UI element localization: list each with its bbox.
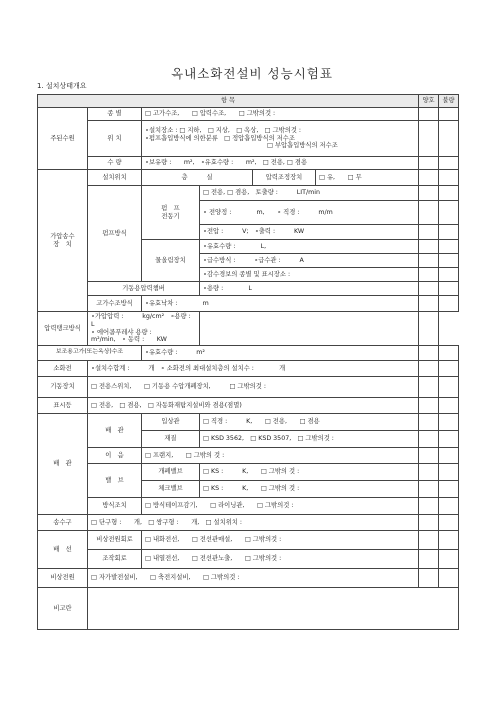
check-good-cell[interactable] (419, 121, 439, 157)
check-valve-value: □ KS : K, □ 그밖의 것 : (200, 481, 419, 498)
gate-valve-row (38, 464, 459, 481)
check-good-cell[interactable] (419, 377, 439, 398)
check-good-cell[interactable] (419, 254, 439, 268)
location-line-2: ∘펌프흡입방식에 의한분류 □ 정압흡입방식의 저수조 (145, 134, 295, 142)
check-bad-cell[interactable] (439, 398, 459, 414)
joint-value: □ 프랜지, □ 그밖의 것 : (142, 448, 419, 464)
gate-valve-label: 개폐밸브 (142, 464, 200, 481)
emergency-wiring-row (38, 531, 459, 550)
hydrant-label: 소화전 (38, 361, 88, 377)
inspection-form-table (37, 94, 459, 630)
gravity-method-value: ∘유효낙차 : m (142, 296, 419, 312)
main-water-type-row (38, 108, 459, 121)
check-bad-cell[interactable] (439, 201, 459, 225)
check-good-cell[interactable] (419, 531, 439, 550)
pump-row-1 (38, 186, 459, 201)
gravity-row (38, 296, 459, 312)
location-line-1: ∘설치장소 : □ 지하, □ 지상, □ 옥상, □ 그밖의것 : (145, 126, 302, 134)
check-good-cell[interactable] (419, 186, 439, 201)
power-value: □ 자가발전설비, □ 축전지설비, □ 그밖의것 : (88, 569, 419, 588)
check-good-cell[interactable] (419, 108, 439, 121)
check-bad-cell[interactable] (439, 464, 459, 481)
check-good-cell[interactable] (419, 296, 439, 312)
check-bad-cell[interactable] (439, 268, 459, 282)
check-bad-cell[interactable] (439, 361, 459, 377)
check-good-cell[interactable] (419, 225, 439, 240)
check-bad-cell[interactable] (439, 414, 459, 431)
check-good-cell[interactable] (419, 268, 439, 282)
check-good-cell[interactable] (419, 464, 439, 481)
corrosion-row (38, 498, 459, 515)
control-circuit-value: □ 내열전선, □ 전선관노출, □ 그밖의것 : (142, 550, 419, 569)
header-bad: 불량 (439, 95, 459, 108)
check-bad-cell[interactable] (439, 481, 459, 498)
check-good-cell[interactable] (419, 361, 439, 377)
check-bad-cell[interactable] (439, 431, 459, 448)
valve-label: 밸 브 (88, 464, 142, 498)
material-label: 재질 (142, 431, 200, 448)
piping-label: 배 관 (38, 414, 88, 515)
siamese-row (38, 515, 459, 531)
priming-value-3: ∘감수경보의 종별 및 표시장소 : (200, 268, 419, 282)
check-bad-cell[interactable] (439, 377, 459, 398)
pump-value-3: ∘전압 : V; ∘출력 : KW (200, 225, 419, 240)
check-bad-cell[interactable] (439, 531, 459, 550)
check-bad-cell[interactable] (439, 282, 459, 296)
aux-tank-row (38, 346, 459, 361)
pump-value-2: ∘ 전양정 : m, ∘ 직경 : m/m (200, 201, 419, 225)
check-good-cell[interactable] (419, 398, 439, 414)
corrosion-label: 방식조치 (88, 498, 142, 515)
check-good-cell[interactable] (419, 550, 439, 569)
check-good-cell[interactable] (419, 282, 439, 296)
control-circuit-label: 조작회로 (88, 550, 142, 569)
start-device-label: 기동장치 (38, 377, 88, 398)
indicator-label: 표시등 (38, 398, 88, 414)
start-device-row (38, 377, 459, 398)
header-row (38, 95, 459, 108)
check-bad-cell[interactable] (439, 121, 459, 157)
check-good-cell[interactable] (419, 414, 439, 431)
aux-tank-label: 보조용고가(또는옥상)수조 (38, 346, 142, 361)
main-water-type-value: □ 고가수조, □ 압력수조, □ 그밖의것 : (142, 108, 419, 121)
pipe-label: 배 관 (88, 414, 142, 448)
main-water-amount-value: ∘보유량 : m², ∘유효수량 : m², □ 전용, □ 겸용 (142, 157, 419, 170)
start-device-value: □ 전용스위치, □ 기동용 수압개폐장치, □ 그밖의것 : (88, 377, 419, 398)
pressure-tank-row (38, 282, 459, 296)
control-wiring-row (38, 550, 459, 569)
pressure-tank-method-label: 압력탱크방식 (38, 312, 88, 346)
check-bad-cell[interactable] (439, 569, 459, 588)
priming-value-1: ∘유효수량 : L, (200, 240, 419, 254)
indicator-row (38, 398, 459, 414)
check-bad-cell[interactable] (439, 296, 459, 312)
pump-value-1: □ 전용, □ 겸용, 토출량 : LIT/min (200, 186, 419, 201)
check-bad-cell[interactable] (439, 157, 459, 170)
siamese-label: 송수구 (38, 515, 88, 531)
pressure-label-line-2: 장 치 (53, 240, 72, 248)
main-water-location-label: 위 치 (88, 121, 142, 157)
main-water-type-label: 종 별 (88, 108, 142, 121)
check-good-cell[interactable] (419, 481, 439, 498)
check-good-cell[interactable] (419, 170, 439, 186)
install-location-value: 층 실 (142, 170, 253, 185)
check-bad-cell[interactable] (439, 498, 459, 515)
location-line-3: □ 부압흡입방식의 저수조 (267, 142, 338, 150)
riser-label: 입상관 (142, 414, 200, 431)
joint-label: 이 음 (88, 448, 142, 464)
remarks-field[interactable] (88, 588, 459, 630)
power-label: 비상전원 (38, 569, 88, 588)
check-good-cell[interactable] (419, 201, 439, 225)
check-good-cell[interactable] (419, 515, 439, 531)
pump-motor-line-1: 펌 프 (161, 204, 180, 212)
hydrant-row (38, 361, 459, 377)
check-bad-cell[interactable] (439, 448, 459, 464)
check-bad-cell[interactable] (439, 108, 459, 121)
check-bad-cell[interactable] (439, 225, 459, 240)
document-title: 옥내소화전설비 성능시험표 (171, 66, 333, 81)
main-water-location-value (142, 121, 419, 157)
check-bad-cell[interactable] (439, 346, 459, 361)
ptank-line-1: ∘가압압력 : kg/cm² ∘용량 : L (91, 312, 216, 328)
priming-value-2: ∘급수방식 : ∘급수관 : A (200, 254, 419, 268)
check-good-cell[interactable] (200, 312, 419, 346)
check-good-cell[interactable] (419, 157, 439, 170)
pump-method-label: 펌프방식 (88, 186, 142, 282)
ptank-line-2: ∘ 에어콤푸레샤 용량 : m²/min, ∘ 동력 : KW (91, 328, 177, 344)
check-good-cell[interactable] (419, 346, 439, 361)
riser-value: □ 직경 : K, □ 전용, □ 겸용 (200, 414, 419, 431)
emergency-circuit-value: □ 내화전선, □ 전선관매설, □ 그밖의것 : (142, 531, 419, 550)
regulator-label: 압력조정장치 (253, 170, 316, 185)
check-bad-cell[interactable] (439, 515, 459, 531)
pressure-label-line-1: 가압송수 (50, 232, 75, 240)
pressure-chamber-label: 기동용압력챔버 (88, 282, 200, 296)
remarks-label: 비고란 (38, 588, 88, 630)
install-location-label: 설치위치 (88, 170, 142, 186)
power-row (38, 569, 459, 588)
pressure-tank-method-value (88, 312, 216, 346)
check-good-cell[interactable] (419, 569, 439, 588)
main-water-label: 주된수원 (38, 108, 88, 170)
siamese-value: □ 단구형 : 개, □ 쌍구형 : 개, □ 설치위치 : (88, 515, 419, 531)
aux-tank-value: ∘유효수량 : m² (142, 346, 419, 361)
check-good-cell[interactable] (419, 431, 439, 448)
check-valve-label: 체크밸브 (142, 481, 200, 498)
hydrant-value: ∘설치수합계 : 개 ∘ 소화전의 최대설치층의 설치수 : 개 (88, 361, 419, 377)
pressure-location-row (38, 170, 459, 186)
pressure-tank-method-row (38, 312, 459, 346)
check-good-cell[interactable] (419, 448, 439, 464)
priming-label: 물올림장치 (142, 240, 200, 282)
pump-motor-label (142, 186, 200, 240)
check-bad-cell[interactable] (439, 254, 459, 268)
check-bad-cell[interactable] (419, 312, 439, 346)
check-good-cell[interactable] (419, 240, 439, 254)
remarks-row (38, 588, 459, 630)
main-water-amount-row (38, 157, 459, 170)
check-bad-cell[interactable] (439, 170, 459, 186)
regulator-value: □ 유, □ 무 (319, 173, 362, 181)
check-bad-cell[interactable] (439, 240, 459, 254)
riser-row (38, 414, 459, 431)
joint-row (38, 448, 459, 464)
header-good: 양호 (419, 95, 439, 108)
emergency-circuit-label: 비상전원회로 (88, 531, 142, 550)
corrosion-value: □ 방식테이프감기, □ 라이닝관, □ 그밖의것 : (142, 498, 419, 515)
main-water-location-row (38, 121, 459, 157)
pressure-chamber-value: ∘용량 : L (200, 282, 419, 296)
check-bad-cell[interactable] (439, 550, 459, 569)
section-heading: 1. 설치상태개요 (37, 82, 87, 90)
indicator-value: □ 전용, □ 겸용, □ 자동화재탐지설비와 겸용(점멸) (88, 398, 419, 414)
gate-valve-value: □ KS : K, □ 그밖의 것 : (200, 464, 419, 481)
check-good-cell[interactable] (419, 498, 439, 515)
main-water-amount-label: 수 량 (88, 157, 142, 170)
pump-motor-line-2: 전동기 (161, 212, 180, 220)
install-location-cell (142, 170, 419, 186)
pressure-label (38, 170, 88, 312)
gravity-method-label: 고가수조방식 (88, 296, 142, 312)
wiring-label: 배 선 (38, 531, 88, 569)
check-bad-cell[interactable] (439, 186, 459, 201)
header-item: 항 목 (38, 95, 419, 108)
material-value: □ KSD 3562, □ KSD 3507, □ 그밖의것 : (200, 431, 419, 448)
